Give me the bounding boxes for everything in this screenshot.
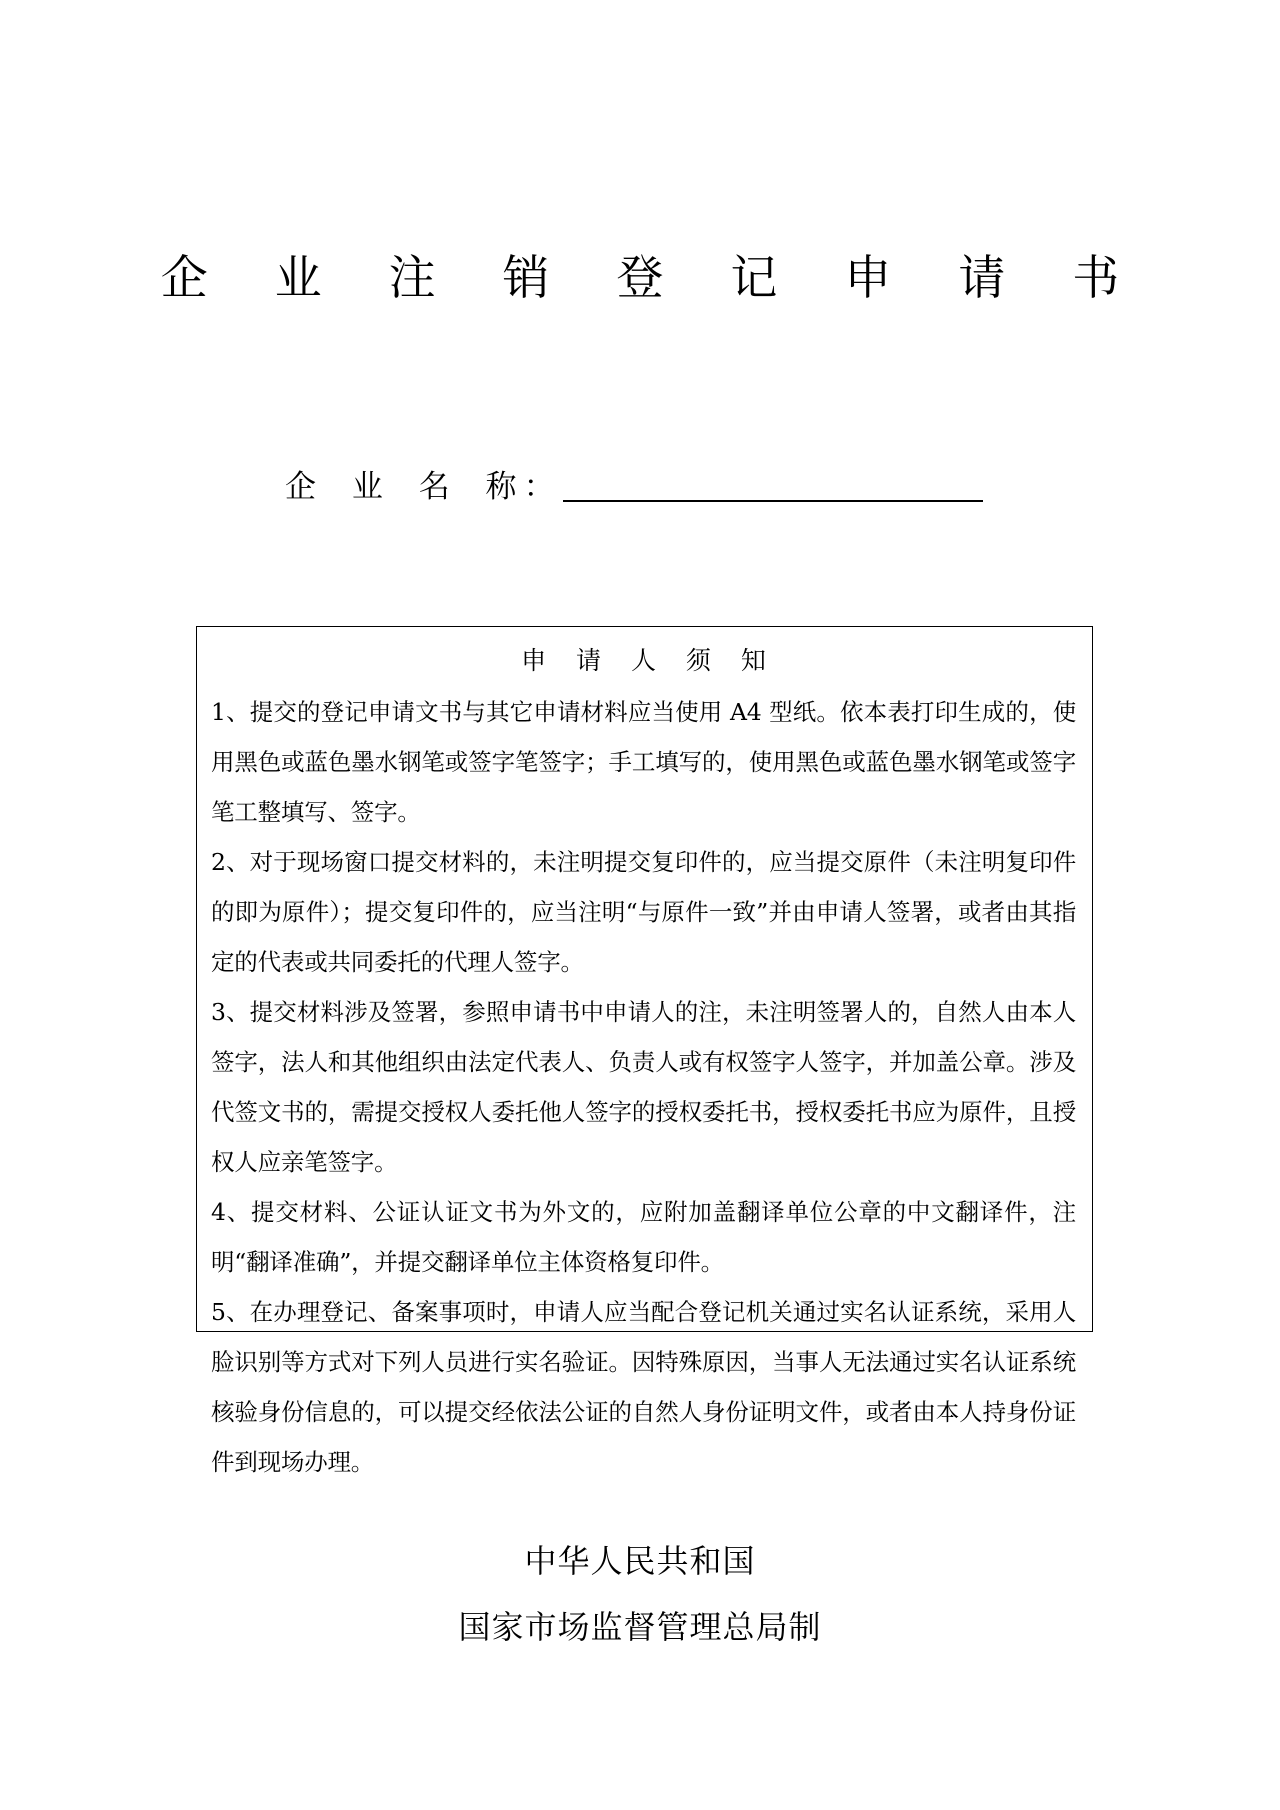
applicant-notice-heading: 申 请 人 须 知 [521,646,777,675]
applicant-notice-box [196,626,1093,1476]
footer-authority-line: 国家市场监督管理总局制 [458,1608,822,1646]
notice-item: 1、提交的登记申请文书与其它申请材料应当使用 A4 型纸。依本表打印生成的，使用黑色或蓝色墨水钢笔或签字笔签字；手工填写的，使用黑色或蓝色墨水钢笔或签字笔工整填写、签字。 [211,698,1076,826]
notice-item: 5、在办理登记、备案事项时，申请人应当配合登记机关通过实名认证系统，采用人脸识别等方式对下列人员进行实名验证。因特殊原因，当事人无法通过实名认证系统核验身份信息的，可以提交经依法公证的自然人身份证明文件，或者由本人持身份证件到现场办理。 [211,1298,1076,1476]
footer-country-line: 中华人民共和国 [524,1542,756,1580]
company-name-label: 企 业 名 称 [285,469,530,505]
issuing-authority-footer [0,1528,1280,1660]
notice-item: 4、提交材料、公证认证文书为外文的，应附加盖翻译单位公章的中文翻译件，注明“翻译准确”，并提交翻译单位主体资格复印件。 [211,1198,1076,1276]
company-name-colon: ： [523,469,555,505]
notice-item: 3、提交材料涉及签署，参照申请书中申请人的注，未注明签署人的，自然人由本人签字，法人和其他组织由法定代表人、负责人或有权签字人签字，并加盖公章。涉及代签文书的，需提交授权人委托他人签字的授权委托书，授权委托书应为原件，且授权人应亲笔签字。 [211,998,1076,1176]
page-title: 企 业 注 销 登 记 申 请 书 [160,251,1146,307]
company-name-input[interactable] [563,500,983,502]
company-name-field-row [272,448,1052,508]
notice-item: 2、对于现场窗口提交材料的，未注明提交复印件的，应当提交原件（未注明复印件的即为原件）；提交复印件的，应当注明“与原件一致”并由申请人签署，或者由其指定的代表或共同委托的代理人签字。 [211,848,1076,976]
